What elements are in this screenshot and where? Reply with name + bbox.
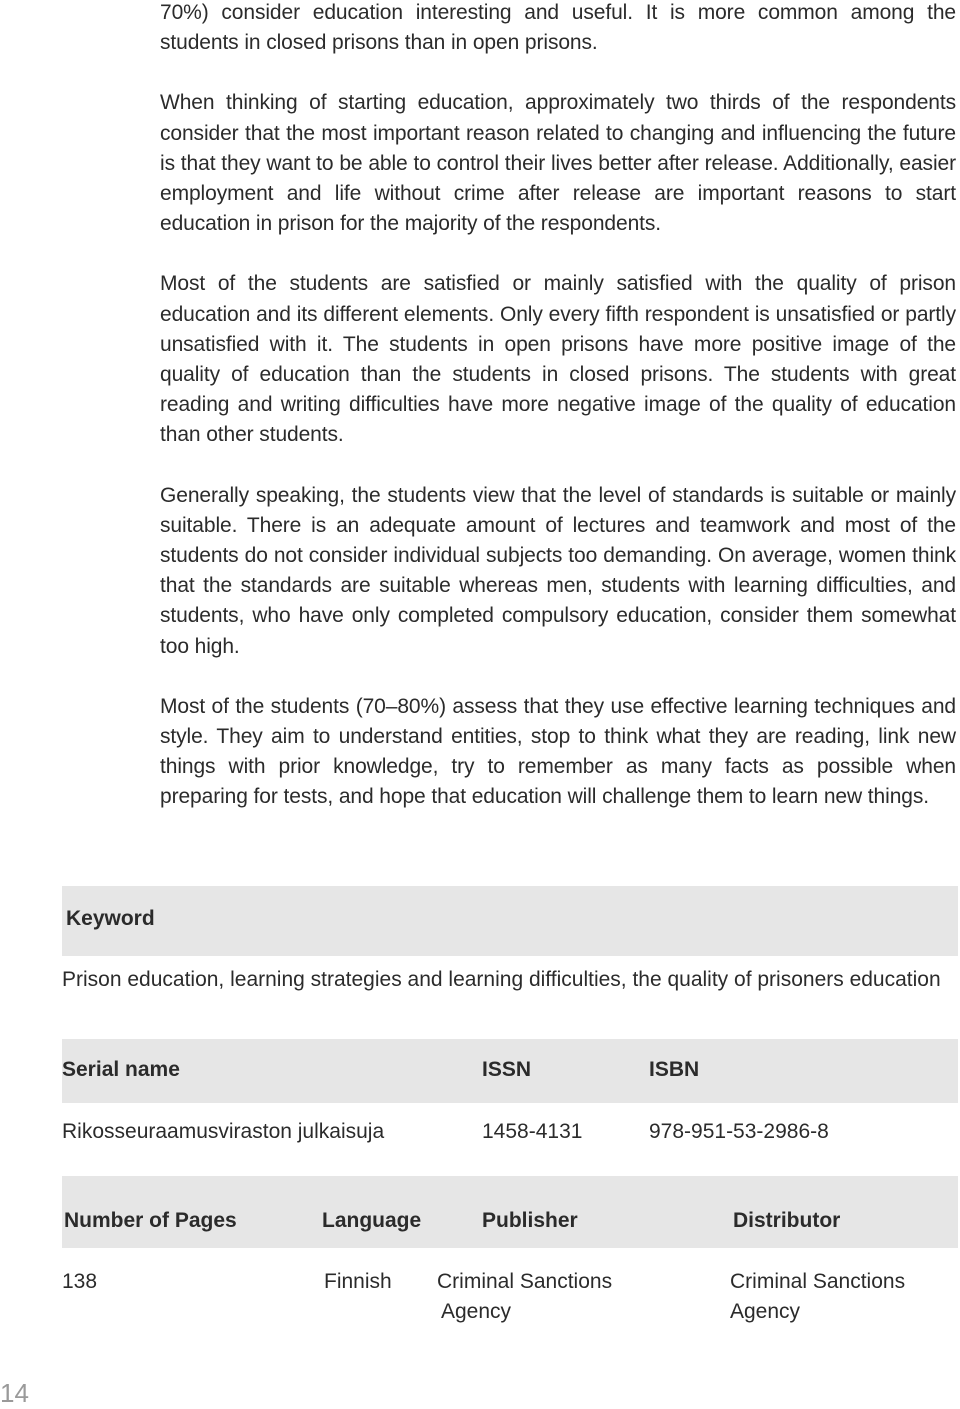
body-text: [160, 0, 956, 843]
serial-name-value: Rikosseuraamusviraston julkaisuja: [62, 1120, 385, 1143]
pages-value: 138: [62, 1270, 98, 1293]
distributor-value-line1: Criminal Sanctions: [730, 1270, 906, 1293]
distributor-header: Distributor: [733, 1209, 841, 1232]
language-value: Finnish: [324, 1270, 392, 1293]
distributor-value-line2: Agency: [730, 1300, 801, 1323]
paragraph-4: Generally speaking, the students view that the level of standards is suitable or mainly suitable. There is an adequate amount of lectures and teamwork and most of the students do not consider individual subjects too demanding. On average, women think that the standards are suitable whereas men, students with learning difficulties, and students, who have only completed compulsory education, consider them somewhat too high.: [160, 483, 956, 658]
issn-header: ISSN: [482, 1058, 532, 1081]
paragraph-2: When thinking of starting education, approximately two thirds of the respondents consider that the most important reason related to changing and influencing the future is that they want to be able to control their lives better after release. Additionally, easier employment and life without crime after release are important reasons to start education in prison for the majority of the respondents.: [160, 91, 956, 236]
pages-header: Number of Pages: [64, 1209, 237, 1232]
paragraph-3: Most of the students are satisfied or mainly satisfied with the quality of prison education and its different elements. Only every fifth respondent is unsatisfied or partly unsatisfied with it. The students in open prisons have more positive image of the quality of education than the students in closed prisons. The students with great reading and writing difficulties have more negative image of the quality of education than other students.: [160, 272, 956, 447]
keyword-value: Prison education, learning strategies and learning difficulties, the quality of prisoners education: [62, 968, 941, 991]
publisher-header: Publisher: [482, 1209, 578, 1232]
paragraph-5: Most of the students (70–80%) assess that they use effective learning techniques and style. They aim to understand entities, stop to think what they are reading, link new things with prior knowledge, try to remember as many facts as possible when preparing for tests, and hope that education will challenge them to learn new things.: [160, 694, 956, 809]
keyword-label: Keyword: [66, 907, 155, 930]
details-header-band: [62, 1176, 958, 1248]
publisher-value-line2: Agency: [441, 1300, 512, 1323]
serial-name-header: Serial name: [62, 1058, 180, 1081]
keyword-header-band: [62, 886, 958, 956]
page-number: 14: [0, 1378, 29, 1408]
serial-header-band: [62, 1039, 958, 1103]
issn-value: 1458-4131: [482, 1120, 583, 1143]
isbn-header: ISBN: [649, 1058, 700, 1081]
publisher-value-line1: Criminal Sanctions: [437, 1270, 613, 1293]
isbn-value: 978-951-53-2986-8: [649, 1120, 829, 1143]
language-header: Language: [322, 1209, 422, 1232]
paragraph-1: 70%) consider education interesting and useful. It is more common among the students in closed prisons than in open prisons.: [160, 1, 956, 55]
